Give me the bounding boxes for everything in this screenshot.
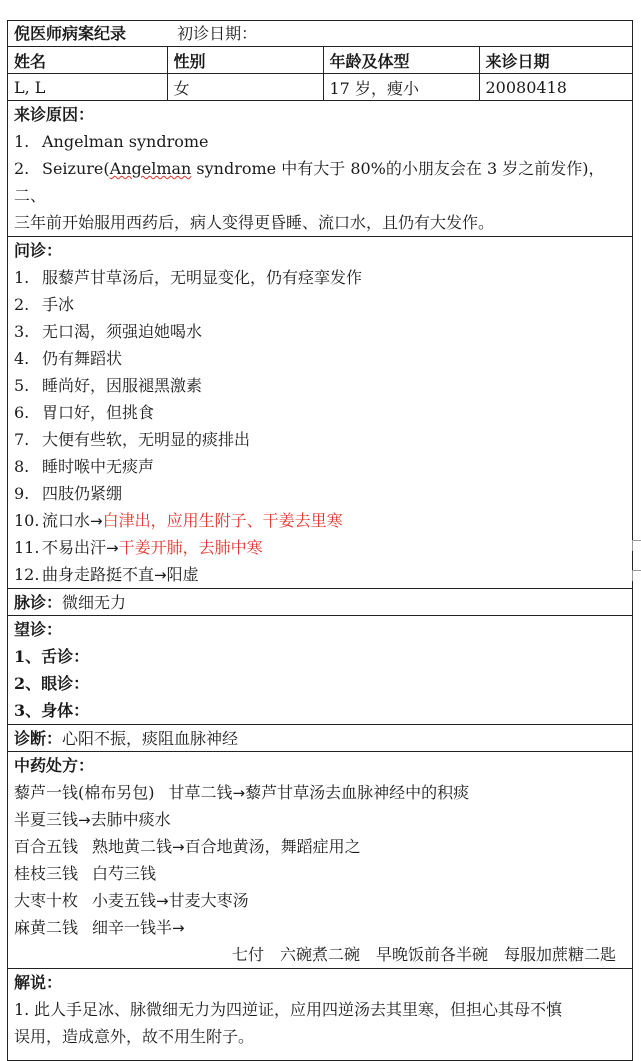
right-arrow-icon: → xyxy=(154,566,167,584)
patient-info-table xyxy=(8,47,632,100)
list-item xyxy=(8,318,632,345)
herb: 麻黄二钱 xyxy=(14,918,79,937)
item-number: 5. xyxy=(14,376,30,395)
prescription-line xyxy=(8,806,632,833)
herb-note: 百合地黄汤，舞蹈症用之 xyxy=(184,837,361,856)
item-text: 大便有些软，无明显的痰排出 xyxy=(42,430,251,449)
herb-note: 去肺中痰水 xyxy=(90,810,171,829)
item-note-red: 白津出，应用生附子、干姜去里寒 xyxy=(102,511,343,530)
list-item xyxy=(8,399,632,426)
item-number: 6. xyxy=(14,403,30,422)
herb-note: 藜芦甘草汤去血脉神经中的积痰 xyxy=(245,783,470,802)
reason-section xyxy=(8,101,632,237)
right-arrow-icon: → xyxy=(156,892,169,910)
item-number: 3. xyxy=(14,322,30,341)
title-row xyxy=(8,21,632,47)
prescription-heading: 中药处方： xyxy=(14,756,95,775)
reason-seizure-text: Seizure( xyxy=(42,159,110,178)
item-text: 四肢仍紧绷 xyxy=(42,484,123,503)
header-visit-date: 来诊日期 xyxy=(479,47,632,74)
dosage-instructions: 七付 六碗煮二碗 早晚饭前各半碗 每服加蔗糖二匙 xyxy=(231,945,616,964)
first-visit-label: 初诊日期： xyxy=(177,24,258,43)
list-item xyxy=(8,480,632,507)
right-arrow-icon: → xyxy=(78,811,91,829)
diagnosis-label: 诊断： xyxy=(14,729,63,748)
reason-item-1 xyxy=(8,128,632,155)
item-text: 流口水 xyxy=(42,511,91,530)
herb: 桂枝三钱 xyxy=(14,864,79,883)
prescription-line xyxy=(8,779,632,806)
inquiry-heading: 问诊： xyxy=(14,241,63,260)
page-edge-mark xyxy=(632,540,641,551)
header-name: 姓名 xyxy=(8,47,167,74)
reason-angelman-text: Angelman xyxy=(109,159,192,178)
value-name: L, L xyxy=(8,74,167,101)
patient-info xyxy=(8,47,632,101)
diagnosis-section xyxy=(8,725,632,752)
item-number: 12. xyxy=(14,565,40,584)
item-note-red: 干姜开肺，去肺中寒 xyxy=(118,538,263,557)
item-note: 阳虚 xyxy=(166,565,199,584)
value-age-build: 17 岁，瘦小 xyxy=(323,74,479,101)
explanation-text-cont: 误用，造成意外，故不用生附子。 xyxy=(14,1027,255,1046)
reason-item-2 xyxy=(8,155,632,236)
explanation-text: 此人手足冰、脉微细无力为四逆证，应用四逆汤去其里寒，但担心其母不慎 xyxy=(34,1000,563,1019)
right-arrow-icon: → xyxy=(90,512,103,530)
case-record xyxy=(7,20,633,1061)
herb: 藜芦一钱(棉布另包) xyxy=(14,783,155,802)
item-number: 1. xyxy=(14,268,30,287)
item-text: 胃口好，但挑食 xyxy=(42,403,155,422)
list-item xyxy=(8,345,632,372)
prescription-section xyxy=(8,752,632,969)
tongue-exam-label: 1、舌诊： xyxy=(14,647,90,666)
list-item xyxy=(8,264,632,291)
herb: 小麦五钱 xyxy=(92,891,157,910)
herb-note: 甘麦大枣汤 xyxy=(168,891,249,910)
reason-item-text: Angelman syndrome xyxy=(42,132,209,151)
item-number: 8. xyxy=(14,457,30,476)
list-item xyxy=(8,291,632,318)
item-number: 10. xyxy=(14,511,40,530)
right-arrow-icon: → xyxy=(106,539,119,557)
list-item xyxy=(8,507,632,534)
header-gender: 性别 xyxy=(167,47,323,74)
item-text: 睡尚好，因服褪黑激素 xyxy=(42,376,203,395)
list-item xyxy=(8,426,632,453)
table-header-row xyxy=(8,47,632,74)
record-title: 倪医师病案纪录 xyxy=(14,24,127,43)
herb: 大枣十枚 xyxy=(14,891,79,910)
herb: 半夏三钱 xyxy=(14,810,79,829)
diagnosis-value: 心阳不振，痰阻血脉神经 xyxy=(62,729,239,748)
item-text: 不易出汗 xyxy=(42,538,107,557)
reason-item-number: 2. xyxy=(14,159,30,178)
list-item xyxy=(8,372,632,399)
explanation-number: 1. xyxy=(14,1000,30,1019)
header-age-build: 年龄及体型 xyxy=(323,47,479,74)
list-item xyxy=(8,534,632,561)
item-text: 服藜芦甘草汤后，无明显变化，仍有痉挛发作 xyxy=(42,268,363,287)
herb: 甘草二钱 xyxy=(168,783,233,802)
reason-item-number: 1. xyxy=(14,132,30,151)
prescription-line xyxy=(8,887,632,914)
reason-continuation-text: 三年前开始服用西药后，病人变得更昏睡、流口水，且仍有大发作。 xyxy=(14,213,495,232)
pulse-value: 微细无力 xyxy=(62,593,127,612)
inquiry-section xyxy=(8,237,632,589)
herb: 熟地黄二钱 xyxy=(92,837,173,856)
item-number: 4. xyxy=(14,349,30,368)
value-visit-date: 20080418 xyxy=(485,77,567,97)
pulse-section xyxy=(8,589,632,616)
herb: 细辛一钱半 xyxy=(92,918,173,937)
herb: 百合五钱 xyxy=(14,837,79,856)
herb: 白芍三钱 xyxy=(92,864,157,883)
pulse-label: 脉诊： xyxy=(14,593,63,612)
list-item xyxy=(8,453,632,480)
prescription-line xyxy=(8,860,632,887)
reason-heading: 来诊原因： xyxy=(14,105,95,124)
explanation-item xyxy=(8,996,632,1060)
right-arrow-icon: → xyxy=(172,838,185,856)
eye-exam-label: 2、眼诊： xyxy=(14,674,90,693)
prescription-line xyxy=(8,833,632,860)
page-edge-mark xyxy=(632,570,641,581)
value-gender: 女 xyxy=(167,74,323,101)
explanation-section xyxy=(8,969,632,1060)
reason-rest-text: syndrome 中有大于 80%的小朋友会在 3 岁之前发作)，二、 xyxy=(14,159,605,205)
body-exam-label: 3、身体： xyxy=(14,701,90,720)
item-text: 曲身走路挺不直 xyxy=(42,565,155,584)
item-number: 2. xyxy=(14,295,30,314)
explanation-heading: 解说： xyxy=(14,973,63,992)
item-number: 9. xyxy=(14,484,30,503)
item-number: 11. xyxy=(14,538,40,557)
item-text: 无口渴，须强迫她喝水 xyxy=(42,322,203,341)
list-item xyxy=(8,561,632,588)
right-arrow-icon: → xyxy=(232,784,246,802)
observation-section xyxy=(8,616,632,725)
right-arrow-icon: → xyxy=(172,919,185,937)
prescription-line xyxy=(8,914,632,941)
item-text: 手冰 xyxy=(42,295,75,314)
item-number: 7. xyxy=(14,430,30,449)
table-value-row xyxy=(8,74,632,101)
item-text: 仍有舞蹈状 xyxy=(42,349,123,368)
observation-heading: 望诊： xyxy=(14,620,63,639)
item-text: 睡时喉中无痰声 xyxy=(42,457,155,476)
